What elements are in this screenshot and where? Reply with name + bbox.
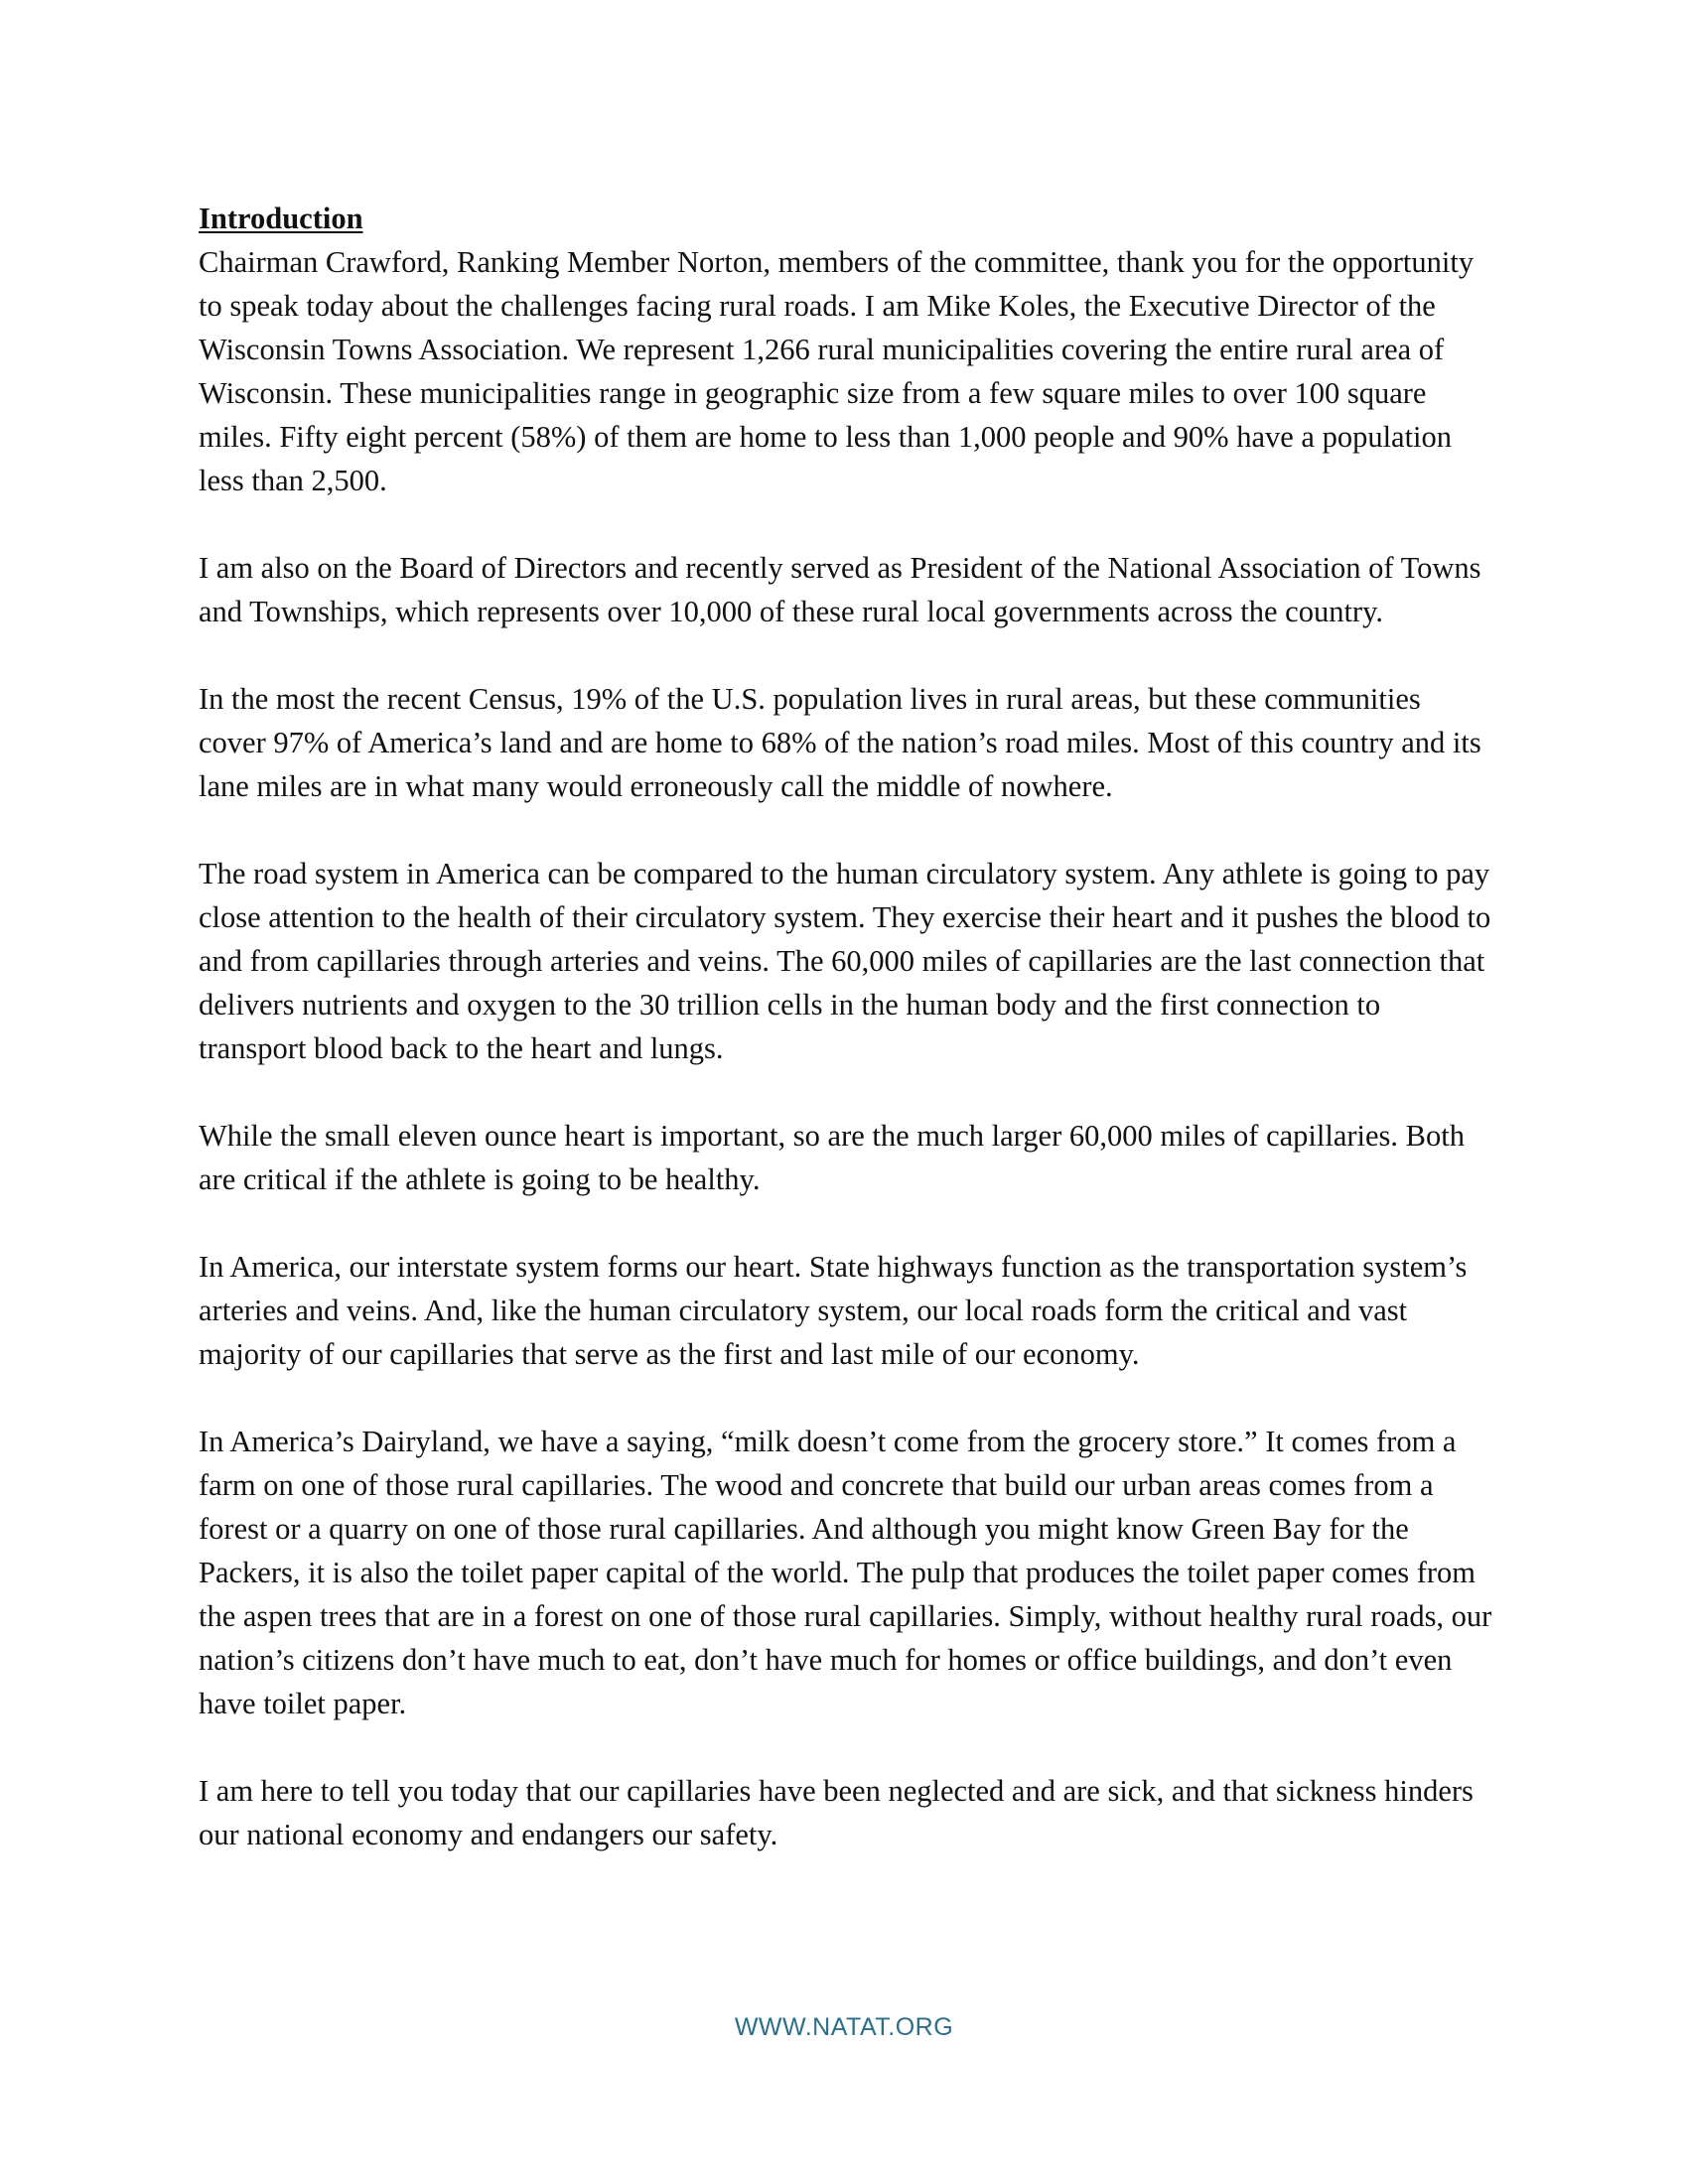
paragraph-natat: I am also on the Board of Directors and recently served as President of the National Association of Towns and Townships, which represents over 10,000 of these rural local governments across the country. [199, 551, 1481, 628]
paragraph-introduction: Chairman Crawford, Ranking Member Norton, members of the committee, thank you for the opportunity to speak today about the challenges facing rural roads. I am Mike Koles, the Executive Director of the Wisconsin Towns Association. We represent 1,266 rural municipalities covering the entire rural area of Wisconsin. These municipalities range in geographic size from a few square miles to over 100 square miles. Fifty eight percent (58%) of them are home to less than 1,000 people and 90% have a population less than 2,500. [199, 245, 1475, 497]
paragraph-circulatory-system: The road system in America can be compared to the human circulatory system. Any athlete is going to pay close attention to the health of their circulatory system. They exercise their heart and it pushes the blood to and from capillaries through arteries and veins. The 60,000 miles of capillaries are the last connection that delivers nutrients and oxygen to the 30 trillion cells in the human body and the first connection to transport blood back to the heart and lungs. [199, 857, 1491, 1065]
paragraph-conclusion: I am here to tell you today that our capillaries have been neglected and are sick, and that sickness hinders our national economy and endangers our safety. [199, 1774, 1474, 1851]
footer-url: WWW.NATAT.ORG [734, 2013, 954, 2041]
section-heading: Introduction [199, 202, 363, 235]
paragraph-census: In the most the recent Census, 19% of the U.S. population lives in rural areas, but these communities cover 97% of America’s land and are home to 68% of the nation’s road miles. Most of this country and its lane miles are in what many would erroneously call the middle of nowhere. [199, 682, 1481, 803]
paragraph-heart-capillaries: While the small eleven ounce heart is important, so are the much larger 60,000 miles of capillaries. Both are critical if the athlete is going to be healthy. [199, 1119, 1465, 1196]
paragraph-interstate: In America, our interstate system forms our heart. State highways function as the transportation system’s arteries and veins. And, like the human circulatory system, our local roads form the critical and vast majority of our capillaries that serve as the first and last mile of our economy. [199, 1250, 1468, 1371]
paragraph-dairyland: In America’s Dairyland, we have a saying, “milk doesn’t come from the grocery store.” It comes from a farm on one of those rural capillaries. The wood and concrete that build our urban areas comes from a forest or a quarry on one of those rural capillaries. And although you might know Green Bay for the Packers, it is also the toilet paper capital of the world. The pulp that produces the toilet paper comes from the aspen trees that are in a forest on one of those rural capillaries. Simply, without healthy rural roads, our nation’s citizens don’t have much to eat, don’t have much for homes or office buildings, and don’t even have toilet paper. [199, 1425, 1492, 1720]
document-body [199, 197, 1494, 1856]
